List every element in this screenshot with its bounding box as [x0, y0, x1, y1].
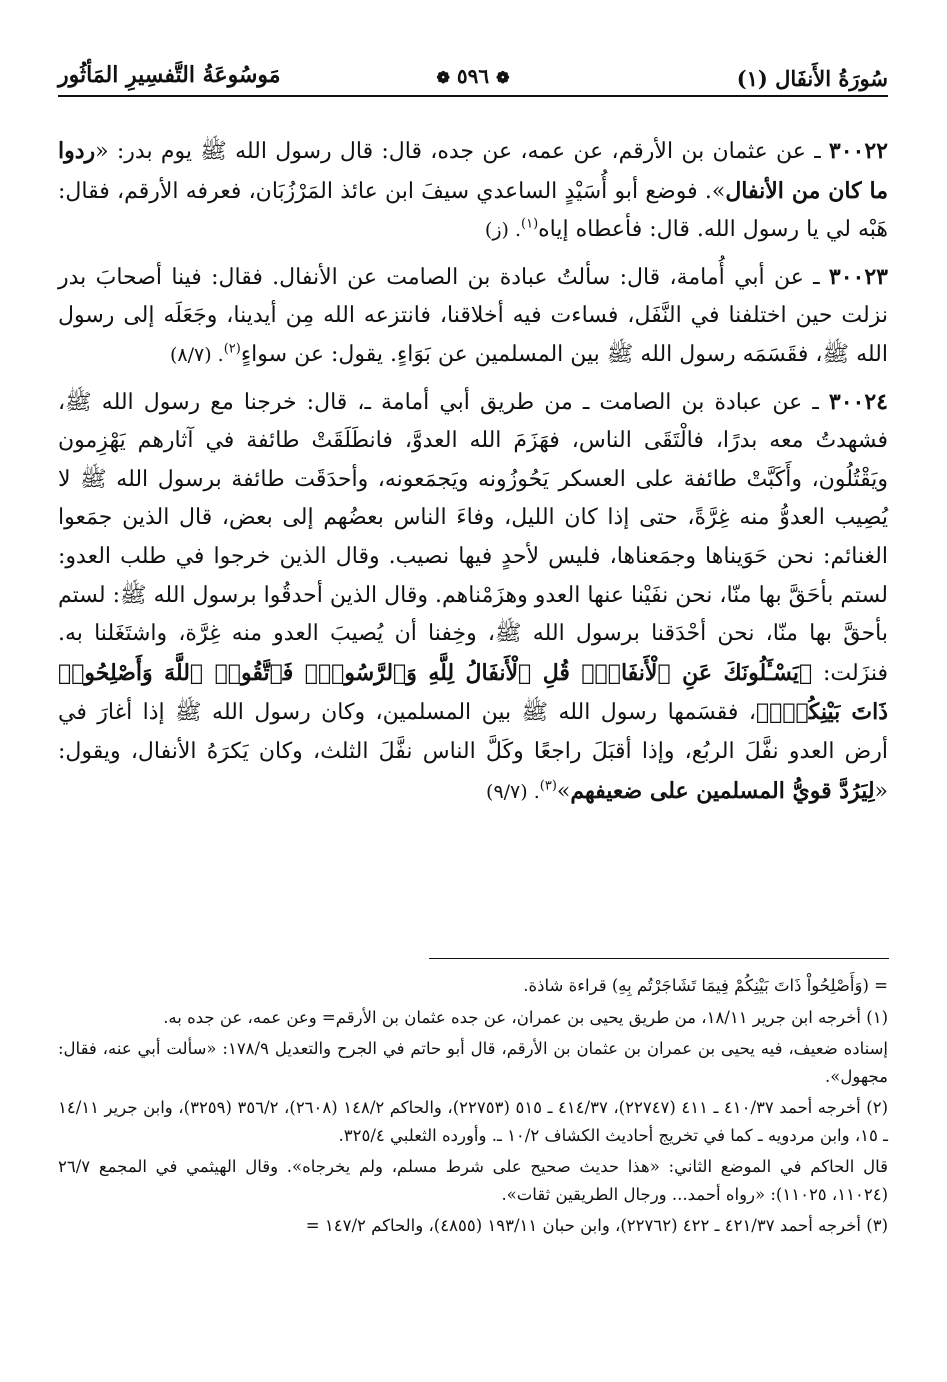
hadith-text: ـ عن أبي أُمامة، قال: سألتُ عبادة بن الصامت عن الأنفال. فقال: فينا أصحابَ بدر نزلت حين اختلفنا في النَّفَل، فساءت فيه أخلاقنا، فانتزعه الله مِن أيدينا، وجَعَلَه إلى رسول الله ﷺ، فقَسَمَه رسول الله ﷺ بين المسلمين عن بَوَاءٍ. يقول: عن سواءٍ [58, 264, 888, 367]
book-title: مَوسُوعَةُ التَّفسِيرِ المَأثُور [58, 62, 281, 88]
footnote: (١) أخرجه ابن جرير ١٨/١١، من طريق يحيى بن عمران، عن جده عثمان بن الأرقم= وعن عمه، عن جده به. [163, 1007, 888, 1027]
hadith-text: ، فقسَمها رسول الله ﷺ بين المسلمين، وكان رسول الله ﷺ إذا أغارَ في أرض العدو نفَّلَ الربُع، وإذا أقبَلَ راجعًا وكَلَّ الناس نفَّلَ الثلث، وكان يَكرَهُ الأنفال، ويقول: « [58, 700, 888, 804]
hadith-text: ـ عن عثمان بن الأرقم، عن عمه، عن جده، قال: قال رسول الله ﷺ يوم بدر: « [95, 139, 829, 164]
hadith-quote: ردوا ما كان من الأنفال [58, 138, 888, 204]
quran-verse: ﴿يَسْـَٔلُونَكَ عَنِ ٱلْأَنفَالِۖ قُلِ ٱلْأَنفَالُ لِلَّهِ وَٱلرَّسُولِۖ فَٱتَّقُوا۟ ٱللَّهَ وَأَصْلِحُوا۟ ذَاتَ بَيْنِكُمْۖ﴾ [58, 659, 888, 726]
hadith-source: . (٩/٧) [486, 780, 540, 803]
footnote: إسناده ضعيف، فيه يحيى بن عمران بن عثمان بن الأرقم، قال أبو حاتم في الجرح والتعديل ١٧٨/٩: «سألت أبي عنه، فقال: مجهول». [58, 1039, 888, 1086]
hadith-number: ٣٠٠٢٣ [828, 263, 888, 290]
hadith-entry [58, 258, 888, 375]
footnotes [58, 972, 888, 1244]
hadith-entry [58, 132, 888, 250]
hadith-text: ». فوضع أبو أُسَيْدٍ الساعدي سيفَ ابن عائذ المَرْزُبَان، فعرفه الأرقم، فقال: هَبْه لي يا رسول الله. قال: فأعطاه إياه [58, 178, 888, 243]
hadith-quote: لِيَرُدَّ قويُّ المسلمين على ضعيفهم [570, 777, 875, 804]
hadith-entry [58, 383, 888, 812]
hadith-text: » [556, 778, 571, 804]
hadith-number: ٣٠٠٢٢ [828, 138, 888, 164]
footnote: (٢) أخرجه أحمد ٤١٠/٣٧ ـ ٤١١ (٢٢٧٤٧)، ٤١٤/٣٧ ـ ٥١٥ (٢٢٧٥٣)، والحاكم ١٤٨/٢ (٢٦٠٨)، ٣٥٦/٢ (٣٢٥٩)، وابن جرير ١٤/١١ ـ ١٥، وابن مردويه ـ كما في تخريج أحاديث الكشاف ١٠/٢ ـ. وأورده الثعلبي ٣٢٥/٤. [58, 1098, 888, 1145]
footnote-ref: (٢) [223, 341, 241, 357]
footnote-ref: (١) [521, 216, 539, 232]
footnote: (٣) أخرجه أحمد ٤٢١/٣٧ ـ ٤٢٢ (٢٢٧٦٢)، وابن حبان ١٩٣/١١ (٤٨٥٥)، والحاكم ١٤٧/٢ = [305, 1216, 888, 1235]
ornament-icon: ❁ [436, 68, 450, 87]
ornament-icon: ❁ [496, 68, 510, 87]
main-text [58, 132, 888, 819]
footnote: = (وَأَصْلِحُواْ ذَاتَ بَيْنِكُمْ فِيمَا تَشَاجَرْتُم بِهِ) قراءة شاذة. [523, 976, 888, 995]
footnote-ref: (٣) [539, 778, 557, 794]
hadith-number: ٣٠٠٢٤ [828, 388, 888, 415]
header-rule [58, 95, 888, 97]
hadith-text: ـ عن عبادة بن الصامت ـ من طريق أبي أمامة ـ، قال: خرجنا مع رسول الله ﷺ، فشهدتُ معه بدرًا، فالْتَقَى الناس، فهَزَمَ الله العدوَّ، فانطَلَقَتْ طائفة في آثارهم يَهْزِمون ويَقْتُلُون، وأَكَبَّتْ طائفة على العسكر يَحُوزُونه ويَجمَعونه، وأحدَقَت طائفة برسول الله ﷺ لا يُصِيب العدوُّ منه غِرَّةً، حتى إذا كان الليل، وفاءَ الناس بعضُهم إلى بعض، قال الذين جمَعوا الغنائم: نحن حَوَيناها وجمَعناها، فليس لأحدٍ فيها نصيب. وقال الذين خرجوا في طلب العدو: لستم بأحَقَّ بها منّا، نحن نفَيْنا عنها العدو وهزَمْناهم. وقال الذين أحدقُوا برسول الله ﷺ: لستم بأحقَّ بها منّا، نحن أحْدَقنا برسول الله ﷺ، وخِفنا أن يُصيبَ العدو منه غِرَّة، واشتَغَلنا به. فنزَلت: [58, 389, 888, 686]
hadith-source: . (٨/٧) [169, 343, 224, 366]
surah-label: سُورَةُ الأَنفَال (١) [736, 66, 888, 91]
footnote: قال الحاكم في الموضع الثاني: «هذا حديث صحيح على شرط مسلم، ولم يخرجاه». وقال الهيثمي في المجمع ٢٦/٧ (١١٠٢٤، ١١٠٢٥): «رواه أحمد... ورجال الطريقين ثقات». [58, 1157, 888, 1204]
page-header [58, 58, 888, 104]
page-number: ٥٩٦ [456, 64, 490, 88]
footnote-separator [429, 958, 889, 959]
hadith-source: . (ز) [484, 219, 521, 242]
